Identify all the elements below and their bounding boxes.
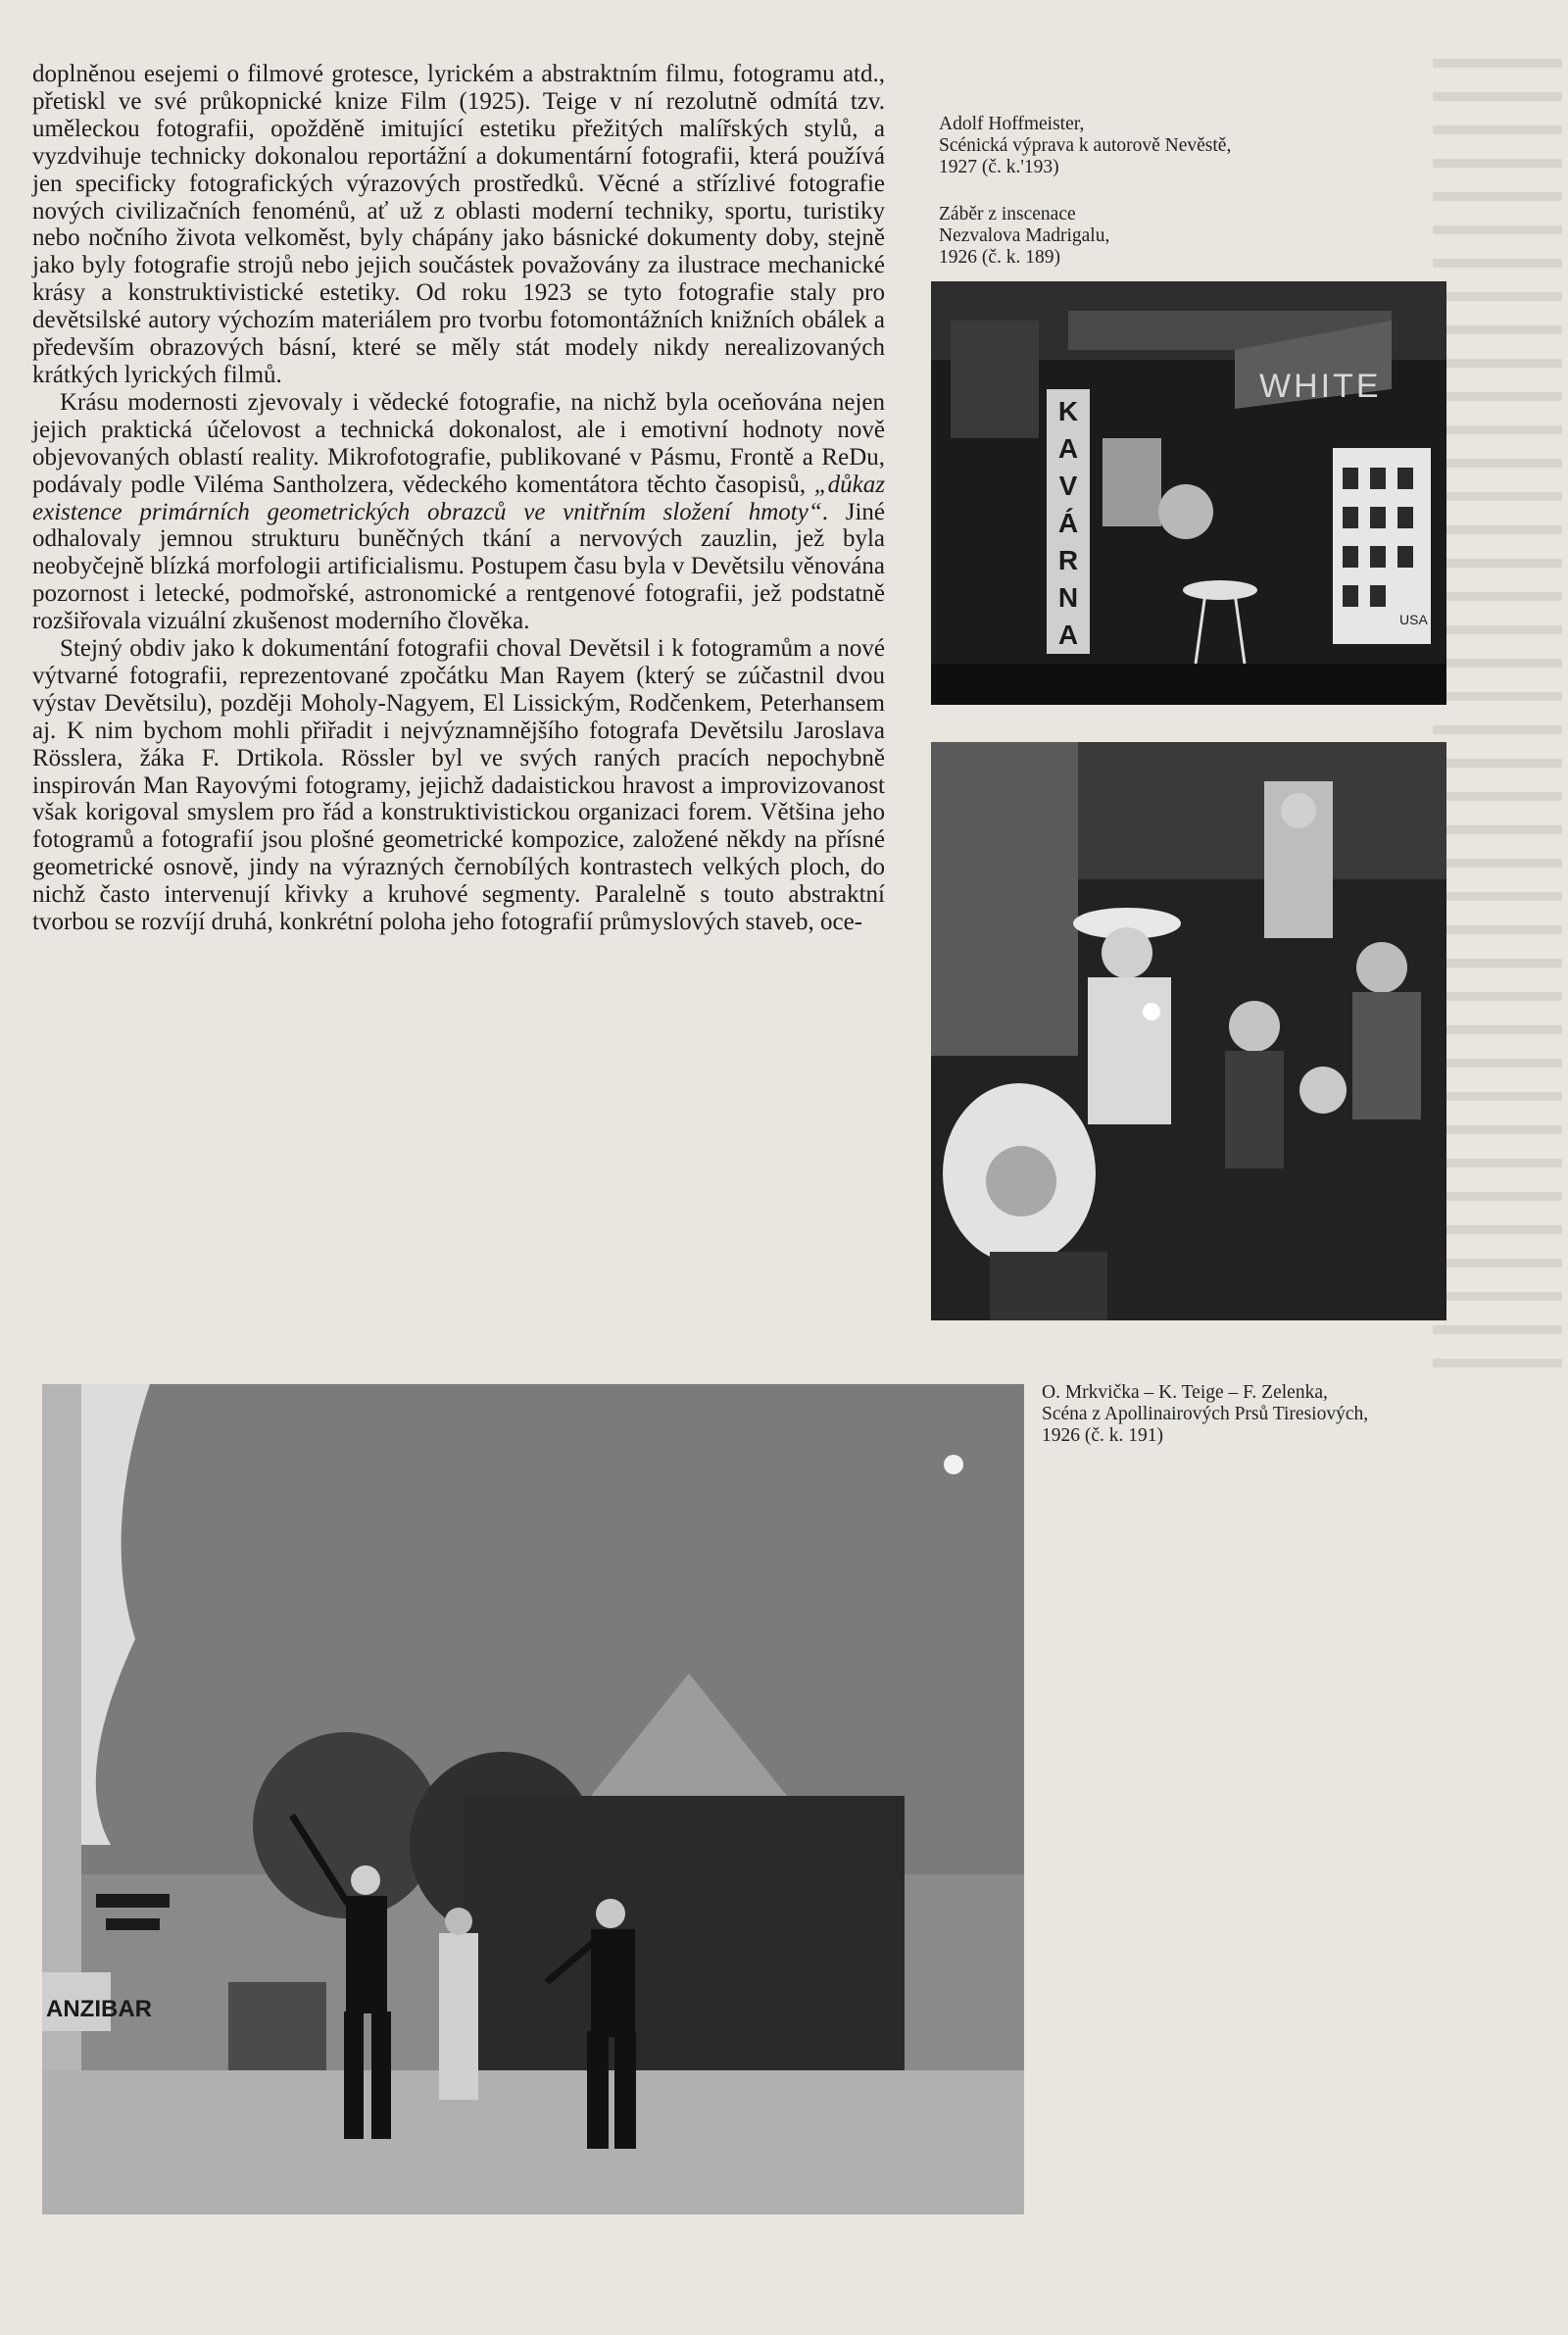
caption-line: 1926 (č. k. 189): [939, 247, 1061, 268]
caption-title: Scénická výprava k autorově Nevěstě,: [939, 135, 1232, 156]
sign-letter: Á: [1057, 508, 1079, 538]
main-text-column: [32, 61, 885, 936]
sign-letter: N: [1057, 582, 1079, 613]
caption-meta: 1926 (č. k. 191): [1042, 1425, 1164, 1446]
paragraph-text: Krásu modernosti zjevovaly i vědecké fotografie, na nichž byla oceňována nejen jejich praktická účelovost a technická dokonalost, ale i emotivní hodnoty nově objevovaných oblastí reality. Mikrofotografie, publikované v Pásmu, Frontě a ReDu, podávaly podle Viléma Santholzera, vědeckého komentátora těchto časopisů,: [32, 388, 885, 498]
caption-photo3: [1042, 1382, 1463, 1447]
sign-letter: K: [1057, 396, 1079, 426]
sign-letter: R: [1057, 545, 1079, 575]
paragraph-text: . Jiné odhalovaly jemnou strukturu buněčných tkání a nervových zauzlin, jež byla neobyčejně blízká morfologii artificialismu. Postupem času byla v Devětsilu věnována pozornost i letecké, podmořské, astronomické a rentgenové fotografii, jež podstatně rozšiřovala vizuální zkušenost moderního člověka.: [32, 498, 885, 635]
sign-letter: V: [1058, 471, 1078, 501]
paragraph: Stejný obdiv jako k dokumentání fotografii choval Devětsil i k fotogramům a nové výtvarné fotografii, reprezentované zpočátku Man Rayem (který se zúčastnil dvou výstav Devětsilu), později Moholy-Nagyem, El Lissickým, Rodčenkem, Peterhansem aj. K nim bychom mohli přiřadit i nejvýznamnějšího fotografa Devětsilu Jaroslava Rösslera, žáka F. Drtikola. Rössler byl ve svých raných pracích nepochybně inspirován Man Rayovými fotogramy, jejichž dadaistickou hravost a improvizovanost však korigoval smyslem pro řád a konstruktivistickou organizaci forem. Většina jeho fotogramů a fotografií jsou plošné geometrické kompozice, založené někdy na přísné geometrické osnově, jindy na výrazných černobílých kontrastech velkých ploch, do nichž často intervenují křivky a kruhové segmenty. Paralelně s touto abstraktní tvorbou se rozvíjí druhá, konkrétní poloha jeho fotografií průmyslových staveb, oce-: [32, 635, 885, 936]
caption-title: Scéna z Apollinairových Prsů Tiresiových,: [1042, 1404, 1369, 1424]
zanzibar-sign: ANZIBAR: [46, 1996, 152, 2022]
banner-text: WHITE: [1259, 368, 1382, 405]
caption-photo2: [939, 204, 1233, 269]
caption-author: Adolf Hoffmeister,: [939, 114, 1085, 134]
caption-authors: O. Mrkvička – K. Teige – F. Zelenka,: [1042, 1382, 1328, 1403]
quotation: „důkaz existence primárních geometrických obrazců ve vnitřním složení hmoty“: [32, 471, 885, 525]
photo-stage-set-kavarna: [931, 281, 1446, 705]
paragraph: [32, 389, 885, 635]
photo-madrigal-scene: [931, 742, 1446, 1320]
caption-line: Záběr z inscenace: [939, 204, 1076, 224]
facing-page-bleed: [1433, 59, 1562, 1725]
paragraph: doplněnou esejemi o filmové grotesce, lyrickém a abstraktním filmu, fotogramu atd., přetiskl ve své průkopnické knize Film (1925). Teige v ní rezolutně odmítá tzv. uměleckou fotografii, opožděně imitující estetiku přežitých malířských stylů, a vyzdvihuje technicky dokonalou reportážní a dokumentární fotografii, která používá jen specificky fotografických výrazových prostředků. Věcné a střízlivé fotografie nových civilizačních fenoménů, ať už z oblasti moderní techniky, sportu, turistiky nebo nočního života velkoměst, byly chápány jako básnické dokumenty doby, stejně jako byly fotografie strojů nebo jejich součástek považovány za ilustrace mechanické krásy a konstruktivistické estetiky. Od roku 1923 se tyto fotografie staly pro devětsilské autory výchozím materiálem pro tvorbu fotomontážních knižních obálek a především obrazových básní, které se měly stát modely nikdy nerealizovaných krátkých lyrických filmů.: [32, 61, 885, 388]
caption-line: Nezvalova Madrigalu,: [939, 225, 1110, 246]
usa-label: USA: [1399, 612, 1428, 627]
caption-photo1: [939, 114, 1311, 178]
sign-letter: A: [1057, 433, 1079, 464]
sign-letter: A: [1057, 620, 1079, 650]
caption-meta: 1927 (č. k.'193): [939, 157, 1059, 177]
photo-tiresias-scene: [42, 1384, 1024, 2214]
